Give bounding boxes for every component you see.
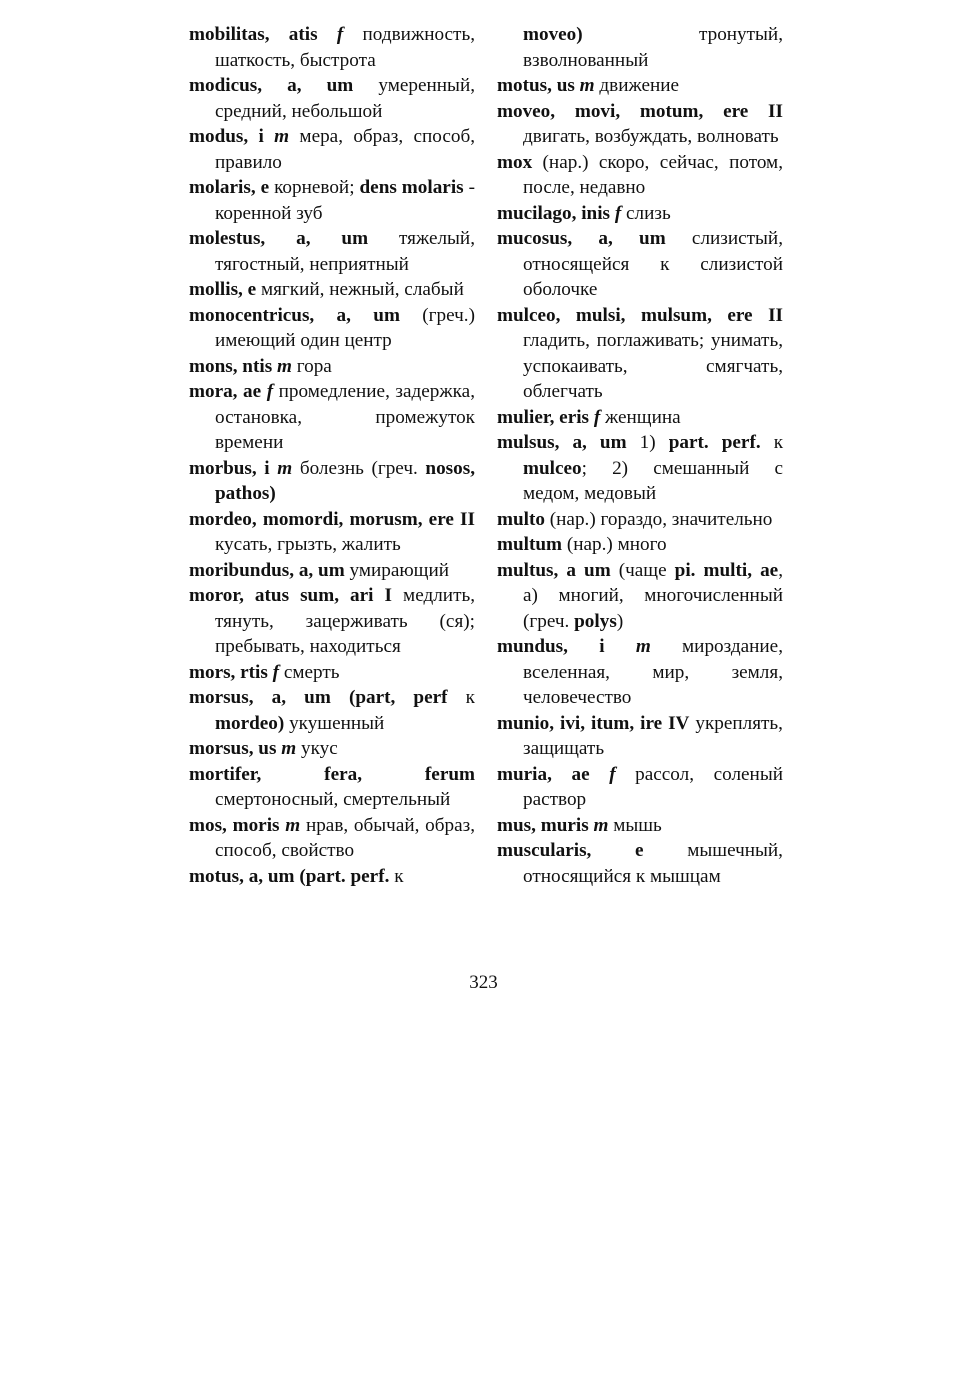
definition-text: слизистый, относящейся к слизистой оболочке (523, 228, 783, 300)
headword: mulceo, mulsi, mulsum, ere II (497, 304, 783, 326)
headword: molaris, e (189, 177, 270, 198)
gender-mark: m (274, 126, 290, 147)
definition-text: смертоносный, смертельный (215, 789, 451, 810)
headword: molestus, a, um (189, 228, 369, 249)
dictionary-column-left (189, 22, 475, 889)
dictionary-entry (189, 685, 475, 736)
definition-text: (греч.) имеющий один центр (215, 304, 475, 351)
headword: motus, us (497, 75, 580, 96)
definition-text: мягкий, нежный, слабый (256, 279, 464, 300)
definition-text: (нар.) скоро, сейчас, потом, после, недавно (523, 151, 783, 198)
dictionary-entry (189, 379, 475, 456)
headword: moribundus, a, um (189, 559, 345, 581)
gender-mark: f (266, 381, 274, 402)
headword: morsus, us (189, 738, 282, 759)
definition-text: корневой; (269, 177, 360, 198)
definition-text: укус (296, 738, 338, 759)
gender-mark: m (635, 636, 651, 657)
dictionary-entry (189, 175, 475, 226)
headword: mos, moris (189, 814, 286, 836)
dictionary-entry (497, 711, 783, 762)
definition-text: - коренной зуб (215, 177, 475, 224)
definition-text: (нар.) гораздо, значительно (544, 508, 773, 530)
headword: mobilitas, atis (189, 24, 337, 45)
definition-text: мышечный, относящийся к мышцам (523, 840, 783, 887)
headword: mulsus, a, um (497, 432, 627, 453)
dictionary-column-right (497, 22, 783, 889)
headword: dens molaris (359, 177, 464, 198)
gender-mark: f (609, 763, 616, 785)
gender-mark: m (276, 355, 292, 377)
headword: mus, muris (497, 814, 594, 836)
dictionary-entry (189, 456, 475, 507)
dictionary-entry (497, 558, 783, 635)
definition-text: рассол, соленый раствор (523, 763, 783, 810)
definition-text: (чаще (610, 559, 675, 581)
dictionary-entry (189, 73, 475, 124)
gender-mark: f (336, 24, 344, 45)
definition-text: мироздание, вселенная, мир, земля, человечество (523, 636, 784, 708)
headword: mons, ntis (189, 355, 277, 377)
headword: part. perf. (668, 432, 761, 453)
definition-text: мышь (608, 814, 662, 836)
dictionary-entry (189, 303, 475, 354)
definition-text: женщина (600, 406, 681, 428)
dictionary-entry (189, 22, 475, 73)
headword: morbus, i (189, 457, 278, 479)
dictionary-entry (497, 303, 783, 405)
headword: mucilago, inis (497, 202, 615, 224)
definition-text: болезнь (греч. (292, 457, 426, 479)
dictionary-entry (189, 558, 475, 584)
gender-mark: f (272, 661, 280, 683)
gender-mark: f (614, 202, 622, 224)
headword: moveo, movi, motum, ere II (497, 100, 783, 122)
dictionary-entry (497, 762, 783, 813)
definition-text: умеренный, средний, небольшой (215, 75, 476, 122)
dictionary-entry (497, 430, 783, 507)
definition-text: к (389, 865, 404, 887)
headword: nosos, pathos) (215, 457, 475, 504)
dictionary-entry (189, 583, 475, 660)
dictionary-entry (189, 813, 475, 864)
definition-text: умирающий (344, 559, 449, 581)
headword: mora, ae (189, 381, 267, 402)
dictionary-entry (497, 813, 783, 839)
page-number: 323 (469, 972, 498, 993)
definition-text: гора (291, 355, 332, 377)
definition-text: кусать, грызть, жалить (215, 534, 401, 555)
dictionary-entry (189, 507, 475, 558)
headword: motus, a, um (part. perf. (189, 865, 390, 887)
definition-text: движение (594, 75, 680, 96)
definition-text: нрав, обычай, образ, способ, свойство (215, 814, 476, 861)
gender-mark: f (593, 406, 601, 428)
gender-mark: m (579, 75, 595, 96)
dictionary-entry (189, 277, 475, 303)
definition-text: к (447, 687, 475, 708)
gender-mark: m (593, 814, 609, 836)
dictionary-entry (497, 507, 783, 533)
dictionary-entry (189, 124, 475, 175)
headword: monocentricus, a, um (189, 304, 400, 326)
dictionary-entry (189, 864, 475, 890)
dictionary-entry (497, 405, 783, 431)
definition-text: смерть (279, 661, 340, 683)
headword: morsus, a, um (part, perf (189, 687, 448, 708)
dictionary-entry (189, 736, 475, 762)
headword: pi. multi, ae (674, 559, 779, 581)
headword: mulier, eris (497, 406, 594, 428)
definition-text: 1) (626, 432, 669, 453)
headword: moror, atus sum, ari I (189, 585, 393, 606)
headword: mortifer, fera, ferum (189, 763, 475, 785)
dictionary-entry (497, 22, 783, 73)
headword: modus, i (189, 126, 275, 147)
headword: polys (574, 610, 617, 632)
gender-mark: m (281, 738, 297, 759)
dictionary-entry (189, 226, 475, 277)
definition-text: тронутый, взволнованный (523, 24, 783, 71)
headword: mordeo, momordi, morusm, ere II (189, 508, 475, 530)
headword: multus, a um (497, 559, 611, 581)
gender-mark: m (277, 457, 293, 479)
headword: mordeo) (215, 712, 285, 734)
headword: mollis, e (189, 279, 257, 300)
definition-text: , а) многий, многочисленный (греч. (523, 559, 783, 632)
dictionary-entry (497, 73, 783, 99)
headword: multo (497, 508, 545, 530)
definition-text: (нар.) много (562, 534, 667, 555)
definition-text: мера, образ, способ, правило (215, 126, 476, 173)
definition-text: тяжелый, тягостный, неприятный (215, 228, 475, 275)
headword: muscularis, e (497, 840, 644, 861)
dictionary-entry (497, 150, 783, 201)
headword: mundus, i (497, 636, 636, 657)
definition-text: слизь (621, 202, 671, 224)
definition-text: к (760, 432, 784, 453)
headword: munio, ivi, itum, ire IV (497, 712, 690, 734)
headword: modicus, a, um (189, 75, 354, 96)
definition-text: ; 2) смешанный с медом, медовый (523, 457, 783, 504)
headword: mucosus, a, um (497, 228, 666, 249)
definition-text: ) (616, 610, 624, 632)
definition-text: укреплять, защищать (523, 712, 783, 759)
definition-text: промедление, задержка, остановка, промежуток времени (215, 381, 475, 453)
headword: muria, ae (497, 763, 610, 785)
definition-text: медлить, тянуть, зацерживать (ся); пребывать, находиться (215, 585, 475, 657)
definition-text: укушенный (284, 712, 385, 734)
headword: moveo) (523, 24, 583, 45)
dictionary-entry (189, 762, 475, 813)
headword: mox (497, 151, 533, 173)
dictionary-entry (189, 660, 475, 686)
dictionary-entry (189, 354, 475, 380)
dictionary-entry (497, 634, 783, 711)
headword: mulceo (523, 457, 582, 479)
dictionary-entry (497, 201, 783, 227)
definition-text: гладить, поглаживать; унимать, успокаивать, смягчать, облегчать (523, 330, 783, 402)
dictionary-entry (497, 838, 783, 889)
headword: mors, rtis (189, 661, 273, 683)
dictionary-entry (497, 99, 783, 150)
dictionary-entry (497, 532, 783, 558)
gender-mark: m (285, 814, 301, 836)
definition-text: подвижность, шаткость, быстрота (215, 24, 475, 71)
headword: multum (497, 534, 563, 555)
dictionary-entry (497, 226, 783, 303)
definition-text: двигать, возбуждать, волновать (523, 126, 779, 147)
